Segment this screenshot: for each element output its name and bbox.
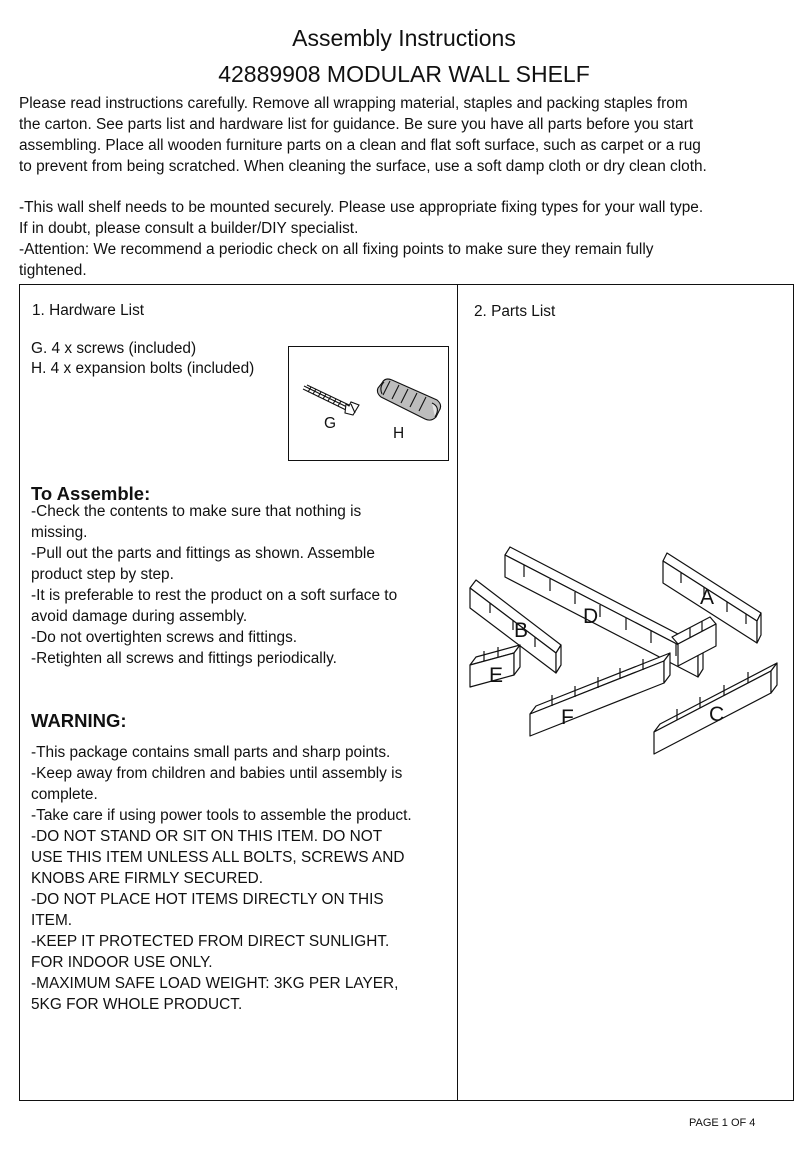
warning-list	[31, 742, 456, 1015]
part-label-b: B	[514, 619, 529, 642]
part-label-f: F	[561, 706, 574, 729]
parts-list-heading: 2. Parts List	[474, 303, 556, 320]
expansion-bolt-icon	[377, 379, 440, 420]
note-line: -This wall shelf needs to be mounted securely. Please use appropriate fixing types for your wall type.	[19, 199, 704, 216]
warning-heading: WARNING:	[31, 710, 127, 731]
hardware-list-heading: 1. Hardware List	[32, 302, 145, 319]
label-h: H	[393, 425, 405, 442]
intro-line: to prevent from being scratched. When cleaning the surface, use a soft damp cloth or dry clean cloth.	[19, 158, 707, 175]
assemble-line: -Check the contents to make sure that nothing is	[31, 503, 362, 520]
assemble-line: product step by step.	[31, 566, 174, 583]
part-label-c: C	[709, 703, 725, 726]
assemble-list	[31, 501, 456, 669]
hardware-item-h: H. 4 x expansion bolts (included)	[31, 360, 255, 377]
label-g: G	[324, 415, 337, 432]
warning-line: 5KG FOR WHOLE PRODUCT.	[31, 996, 243, 1013]
product-title: 42889908 MODULAR WALL SHELF	[218, 61, 590, 87]
warning-line: FOR INDOOR USE ONLY.	[31, 954, 213, 971]
parts-illustration	[460, 540, 790, 770]
hardware-items	[31, 339, 254, 379]
warning-line: KNOBS ARE FIRMLY SECURED.	[31, 870, 264, 887]
warning-line: -KEEP IT PROTECTED FROM DIRECT SUNLIGHT.	[31, 933, 390, 950]
warning-line: -DO NOT PLACE HOT ITEMS DIRECTLY ON THIS	[31, 891, 384, 908]
note-line: -Attention: We recommend a periodic check on all fixing points to make sure they remain fully	[19, 241, 654, 258]
assemble-heading: To Assemble:	[31, 483, 151, 504]
mounting-notes	[19, 197, 799, 281]
page-title: Assembly Instructions	[292, 25, 516, 51]
assemble-line: missing.	[31, 524, 88, 541]
assemble-line: -Do not overtighten screws and fittings.	[31, 629, 298, 646]
part-label-e: E	[489, 664, 504, 687]
intro-paragraph	[19, 93, 799, 177]
note-line: tightened.	[19, 262, 87, 279]
warning-line: -Take care if using power tools to assemble the product.	[31, 807, 412, 824]
column-divider	[457, 284, 458, 1101]
page-number: PAGE 1 OF 4	[689, 1117, 756, 1129]
hardware-drawing	[289, 347, 450, 462]
warning-line: -DO NOT STAND OR SIT ON THIS ITEM. DO NOT	[31, 828, 383, 845]
warning-line: complete.	[31, 786, 98, 803]
part-label-d: D	[583, 605, 599, 628]
warning-line: -This package contains small parts and sharp points.	[31, 744, 391, 761]
intro-line: assembling. Place all wooden furniture parts on a clean and flat soft surface, such as carpet or a rug	[19, 137, 701, 154]
assemble-line: -Retighten all screws and fittings periodically.	[31, 650, 337, 667]
warning-line: USE THIS ITEM UNLESS ALL BOLTS, SCREWS AND	[31, 849, 405, 866]
hardware-item-g: G. 4 x screws (included)	[31, 340, 197, 357]
assemble-line: -Pull out the parts and fittings as shown. Assemble	[31, 545, 375, 562]
intro-line: the carton. See parts list and hardware list for guidance. Be sure you have all parts before you start	[19, 116, 694, 133]
assemble-line: avoid damage during assembly.	[31, 608, 248, 625]
hardware-illustration	[288, 346, 449, 461]
screw-icon	[303, 385, 359, 415]
note-line: If in doubt, please consult a builder/DIY specialist.	[19, 220, 359, 237]
intro-line: Please read instructions carefully. Remove all wrapping material, staples and packing staples from	[19, 95, 688, 112]
part-label-a: A	[700, 586, 715, 609]
warning-line: -MAXIMUM SAFE LOAD WEIGHT: 3KG PER LAYER,	[31, 975, 399, 992]
warning-line: ITEM.	[31, 912, 73, 929]
assemble-line: -It is preferable to rest the product on a soft surface to	[31, 587, 398, 604]
warning-line: -Keep away from children and babies until assembly is	[31, 765, 403, 782]
